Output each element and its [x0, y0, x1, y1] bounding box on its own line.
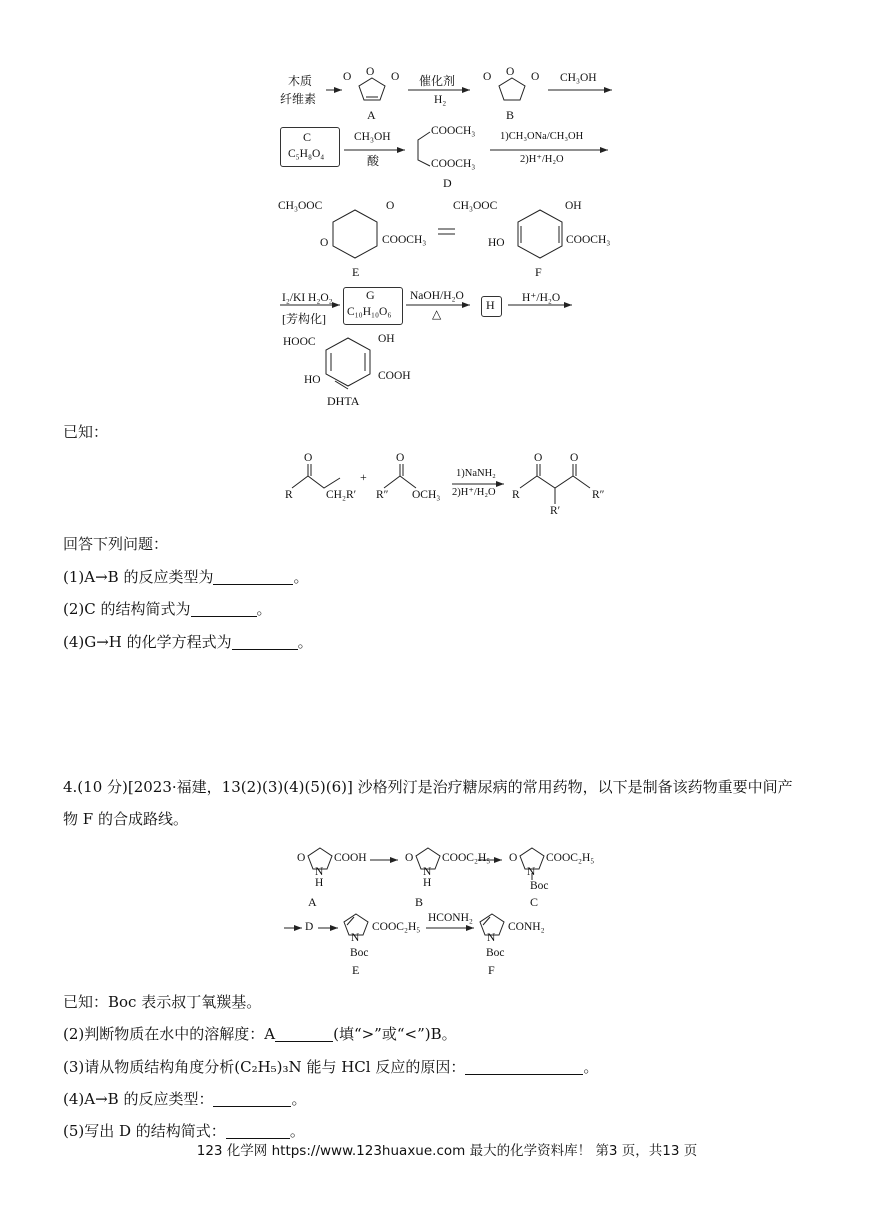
label-c: C	[303, 130, 312, 144]
answer-blank-7[interactable]	[226, 1124, 290, 1139]
known-cond-top: 1)NaNH₂	[456, 468, 496, 479]
step-ab-top: 催化剂	[419, 74, 456, 88]
step-cd-bottom: 酸	[367, 154, 380, 168]
page-footer: 123 化学网 https://www.123huaxue.com 最大的化学资料库！ 第3 页，共13 页	[196, 1143, 698, 1159]
label-f: F	[535, 265, 542, 279]
answer-blank-6[interactable]	[213, 1092, 291, 1107]
q4-line1: 4.(10 分)[2023·福建，13(2)(3)(4)(5)(6)] 沙格列汀是治疗糖尿病的常用药物，以下是制备该药物重要中间产	[63, 778, 793, 796]
step-cd-top: CH₃OH	[354, 131, 391, 143]
label-a: A	[367, 108, 376, 122]
molecule-dhta	[326, 338, 370, 389]
label-b: B	[506, 108, 515, 122]
label-d: D	[443, 176, 452, 190]
q4-question-3: (3)请从物质结构角度分析(C₂H₅)₃N 能与 HCl 反应的原因： 。	[63, 1058, 599, 1076]
label-dhta: DHTA	[327, 394, 360, 408]
step-fg-top: I₂/KI H₂O₂	[282, 292, 333, 304]
label-f2: F	[488, 963, 495, 977]
step-de-bottom: 2)H⁺/H₂O	[520, 154, 564, 165]
answer-blank-5[interactable]	[465, 1060, 583, 1075]
label-e: E	[352, 265, 360, 279]
known-label: 已知：	[63, 423, 109, 441]
molecule-f	[518, 210, 562, 258]
q4-question-5: (5)写出 D 的结构简式： 。	[63, 1122, 305, 1140]
step-ab-bottom: H₂	[434, 94, 447, 106]
step-h-dhta: H⁺/H₂O	[522, 292, 561, 304]
step-fg-bottom: [芳构化]	[282, 312, 326, 326]
question-1: (1)A→B 的反应类型为 。	[63, 568, 309, 586]
formula-c: C₅H₈O₄	[288, 148, 325, 160]
answer-blank-1[interactable]	[213, 570, 293, 585]
question-2: (2)C 的结构简式为 。	[63, 600, 272, 618]
step-gh-top: NaOH/H₂O	[410, 290, 464, 302]
formula-g: C₁₀H₁₀O₆	[347, 306, 392, 318]
molecule-b	[499, 78, 525, 100]
label-g: G	[366, 288, 375, 302]
question-4: (4)G→H 的化学方程式为 。	[63, 633, 313, 651]
label-a2: A	[308, 895, 317, 909]
step-bc: CH₃OH	[560, 72, 597, 84]
q4-question-2: (2)判断物质在水中的溶解度：A (填“>”或“<”)B。	[63, 1025, 457, 1043]
q4-question-4: (4)A→B 的反应类型： 。	[63, 1090, 307, 1108]
molecule-d	[418, 132, 430, 166]
start-material-line1: 木质	[288, 74, 313, 88]
answer-intro: 回答下列问题：	[63, 535, 169, 553]
step-gh-bottom: △	[432, 307, 442, 321]
step-de-top: 1)CH₃ONa/CH₃OH	[500, 131, 584, 142]
answer-blank-3[interactable]	[232, 635, 298, 650]
label-b2: B	[415, 895, 424, 909]
known-cond-bottom: 2)H⁺/H₂O	[452, 487, 496, 498]
step-ef: HCONH₂	[428, 912, 473, 924]
q4-known: 已知：Boc 表示叔丁氧羰基。	[63, 993, 262, 1011]
molecule-a	[359, 78, 385, 100]
label-h: H	[486, 298, 495, 312]
answer-blank-2[interactable]	[191, 602, 257, 617]
label-e2: E	[352, 963, 360, 977]
start-material-line2: 纤维素	[280, 92, 317, 106]
q4-line2: 物 F 的合成路线。	[63, 810, 188, 828]
label-c2: C	[530, 895, 539, 909]
answer-blank-4[interactable]	[275, 1027, 333, 1042]
molecule-e	[333, 210, 377, 258]
